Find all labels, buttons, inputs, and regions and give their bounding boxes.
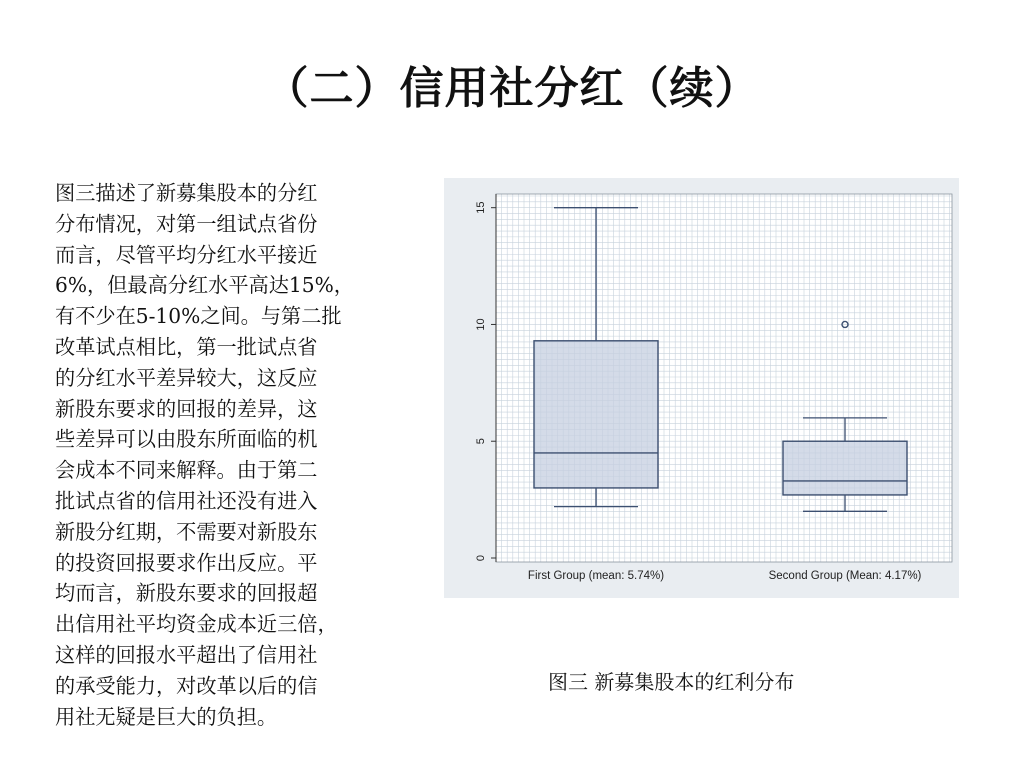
body-line: 而言，尽管平均分红水平接近 — [55, 242, 318, 267]
box-iqr — [783, 441, 907, 495]
figure-caption: 图三 新募集股本的红利分布 — [548, 670, 795, 694]
slide-title: （二）信用社分红（续） — [264, 63, 760, 114]
body-line: 新股东要求的回报的差异，这 — [55, 396, 318, 421]
body-line: 出信用社平均资金成本近三倍， — [55, 612, 338, 637]
x-category-label: First Group (mean: 5.74%) — [527, 570, 665, 582]
boxplot-chart — [444, 178, 959, 598]
body-line: 会成本不同来解释。由于第二 — [55, 458, 318, 483]
body-line: 有不少在5-10%之间。与第二批 — [55, 304, 342, 329]
y-tick-label: 15 — [475, 201, 487, 214]
body-line: 改革试点相比，第一批试点省 — [55, 334, 318, 359]
y-tick-label: 5 — [475, 438, 487, 445]
body-text — [55, 178, 415, 732]
y-tick-label: 10 — [475, 318, 487, 331]
body-line: 均而言，新股东要求的回报超 — [55, 581, 318, 606]
body-line: 批试点省的信用社还没有进入 — [55, 488, 318, 513]
y-tick-label: 0 — [475, 554, 487, 562]
body-line: 这样的回报水平超出了信用社 — [55, 642, 318, 667]
body-line: 的投资回报要求作出反应。平 — [55, 550, 318, 575]
box-iqr — [534, 341, 658, 488]
body-line: 新股分红期，不需要对新股东 — [55, 519, 318, 544]
body-line: 的承受能力，对改革以后的信 — [55, 673, 318, 698]
body-line: 的分红水平差异较大，这反应 — [55, 365, 318, 390]
body-line: 分布情况，对第一组试点省份 — [55, 211, 318, 236]
x-category-label: Second Group (Mean: 4.17%) — [768, 570, 922, 582]
body-line: 图三描述了新募集股本的分红 — [55, 181, 318, 205]
chart-panel — [444, 178, 959, 598]
body-line: 用社无疑是巨大的负担。 — [55, 704, 278, 729]
body-line: 些差异可以由股东所面临的机 — [55, 427, 318, 452]
body-line: 6%，但最高分红水平高达15%， — [55, 273, 354, 298]
